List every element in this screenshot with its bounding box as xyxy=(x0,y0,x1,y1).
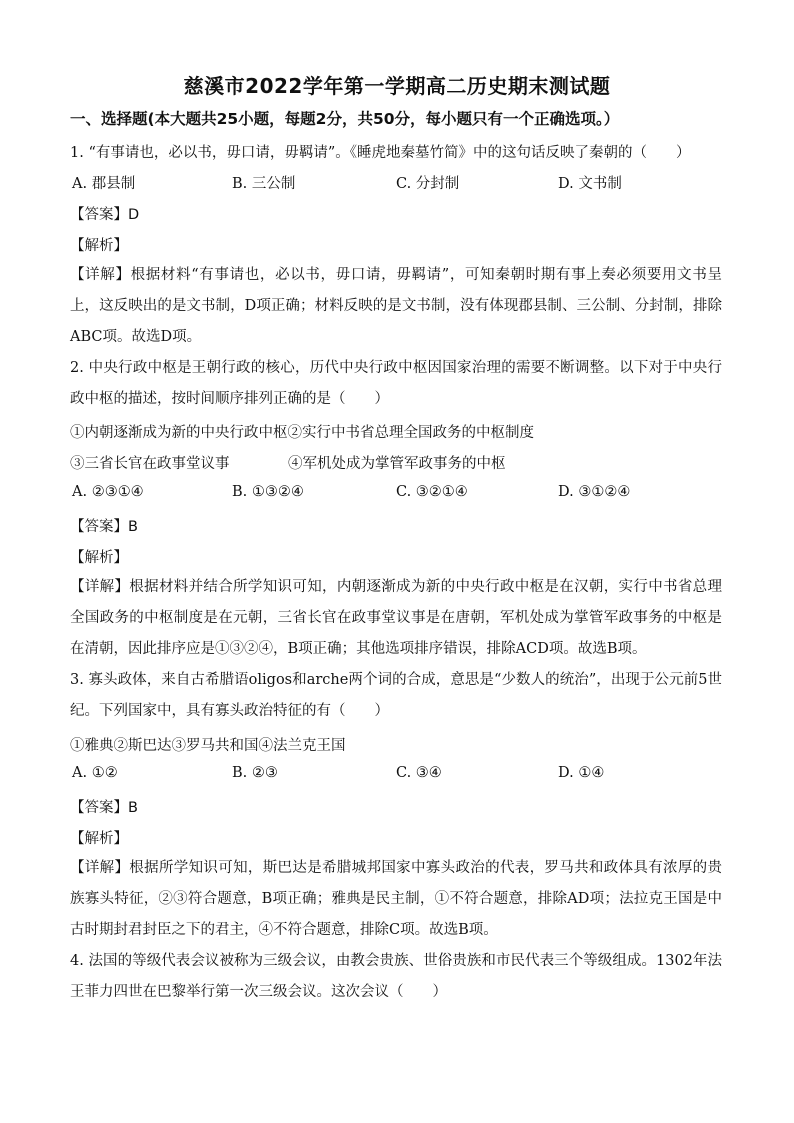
question-1-analysis-label: 【解析】 xyxy=(70,238,128,254)
option-c: C. ③④ xyxy=(396,765,442,781)
question-1-options xyxy=(70,172,722,192)
option-b: B. ①③②④ xyxy=(232,484,304,500)
option-b: B. ②③ xyxy=(232,765,278,781)
option-c: C. 分封制 xyxy=(396,176,460,192)
question-2-item-3: ③三省长官在政事堂议事 xyxy=(70,456,230,472)
question-3-options xyxy=(70,765,722,785)
question-2-detail: 【详解】根据材料并结合所学知识可知，内朝逐渐成为新的中央行政中枢是在汉朝，实行中书省总理全国政务的中枢制度是在元朝，三省长官在政事堂议事是在唐朝，军机处成为掌管军政事务的中枢是在清朝，因此排序应是①③②④，B项正确；其他选项排序错误，排除ACD项。故选B项。 xyxy=(70,579,722,657)
question-2-stem: 2. 中央行政中枢是王朝行政的核心，历代中央行政中枢因国家治理的需要不断调整。以下对于中央行政中枢的描述，按时间顺序排列正确的是（ ） xyxy=(70,360,722,407)
question-1-detail: 【详解】根据材料“有事请也，必以书，毋口请，毋羁请”，可知秦朝时期有事上奏必须要用文书呈上，这反映出的是文书制，D项正确；材料反映的是文书制，没有体现郡县制、三公制、分封制，排除ABC项。故选D项。 xyxy=(70,267,722,345)
question-3-answer: 【答案】B xyxy=(70,800,138,816)
question-2-item-4: ④军机处成为掌管军政事务的中枢 xyxy=(288,456,506,472)
question-2-analysis-label: 【解析】 xyxy=(70,550,128,566)
question-3-stem: 3. 寡头政体，来自古希腊语oligos和arche两个词的合成，意思是“少数人的统治”，出现于公元前5世纪。下列国家中，具有寡头政治特征的有（ ） xyxy=(70,672,722,719)
question-4-stem: 4. 法国的等级代表会议被称为三级会议，由教会贵族、世俗贵族和市民代表三个等级组成。1302年法王菲力四世在巴黎举行第一次三级会议。这次会议（ ） xyxy=(70,953,722,1000)
option-a: A. 郡县制 xyxy=(72,176,136,192)
option-d: D. ①④ xyxy=(558,765,605,781)
option-c: C. ③②①④ xyxy=(396,484,468,500)
section-heading: 一、选择题(本大题共25小题，每题2分，共50分，每小题只有一个正确选项。） xyxy=(70,110,620,128)
question-1-answer: 【答案】D xyxy=(70,207,140,223)
question-3-detail: 【详解】根据所学知识可知，斯巴达是希腊城邦国家中寡头政治的代表，罗马共和政体具有浓厚的贵族寡头特征，②③符合题意，B项正确；雅典是民主制，①不符合题意，排除AD项；法拉克王国是中古时期封君封臣之下的君主，④不符合题意，排除C项。故选B项。 xyxy=(70,860,722,938)
page-title: 慈溪市2022学年第一学期高二历史期末测试题 xyxy=(183,74,611,98)
question-3-analysis-label: 【解析】 xyxy=(70,831,128,847)
option-d: D. 文书制 xyxy=(558,176,622,192)
option-b: B. 三公制 xyxy=(232,176,296,192)
option-a: A. ②③①④ xyxy=(72,484,144,500)
question-2-items-line1: ①内朝逐渐成为新的中央行政中枢②实行中书省总理全国政务的中枢制度 xyxy=(70,425,534,441)
question-2-options xyxy=(70,484,722,504)
question-3-items: ①雅典②斯巴达③罗马共和国④法兰克王国 xyxy=(70,738,346,754)
option-d: D. ③①②④ xyxy=(558,484,631,500)
question-1-stem: 1. “有事请也，必以书，毋口请，毋羁请”。《睡虎地秦墓竹简》中的这句话反映了秦朝的（ ） xyxy=(70,145,691,161)
question-2-answer: 【答案】B xyxy=(70,519,138,535)
option-a: A. ①② xyxy=(72,765,118,781)
